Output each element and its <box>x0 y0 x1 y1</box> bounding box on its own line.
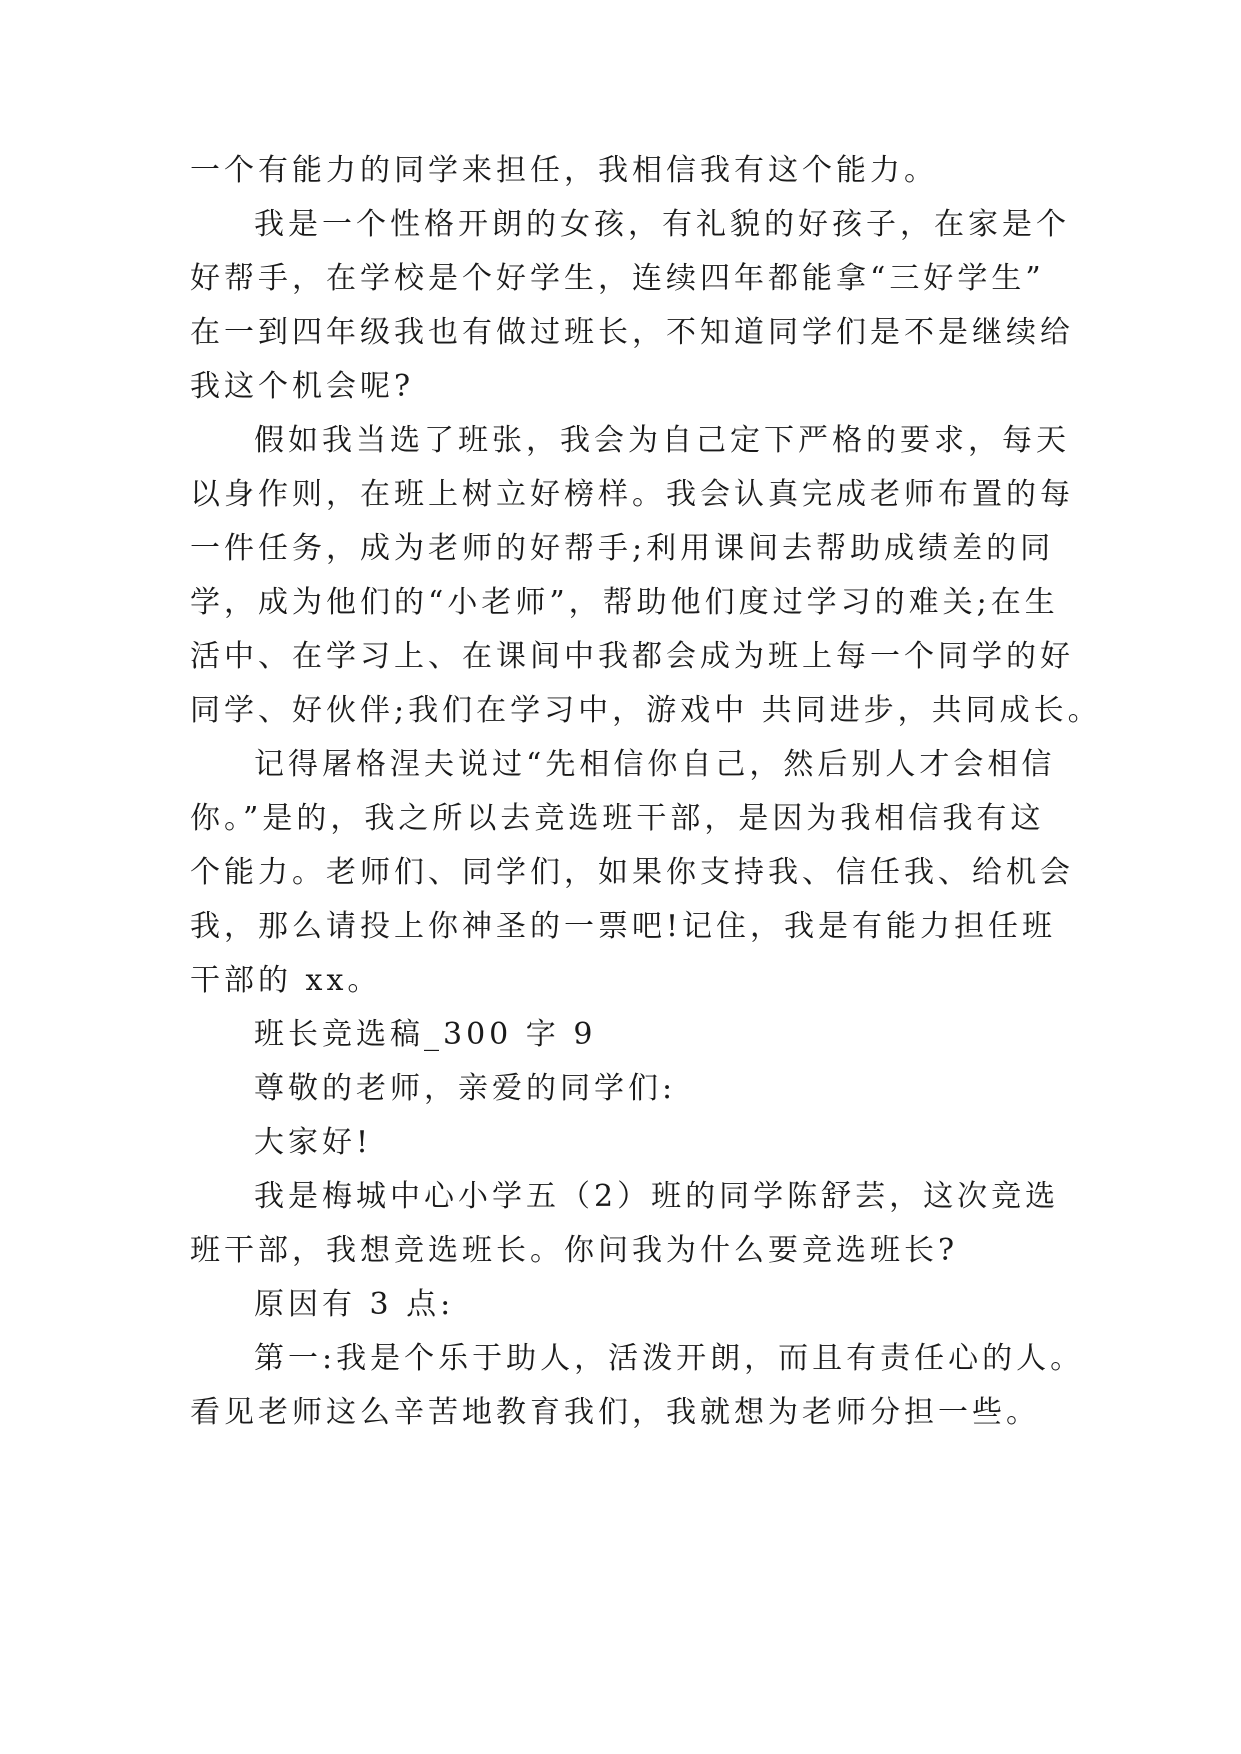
paragraph-start: 我是一个性格开朗的女孩，有礼貌的好孩子，在家是个 <box>254 207 1070 242</box>
paragraph-start: 记得屠格涅夫说过“先相信你自己，然后别人才会相信 <box>254 747 1056 782</box>
text-line: 一个有能力的同学来担任，我相信我有这个能力。 <box>190 153 938 188</box>
text-line: 个能力。老师们、同学们，如果你支持我、信任我、给机会 <box>190 855 1074 890</box>
section-title: 班长竞选稿_300 字 9 <box>254 1017 597 1052</box>
text-line: 干部的 xx。 <box>190 963 382 998</box>
text-line: 我，那么请投上你神圣的一票吧!记住，我是有能力担任班 <box>190 909 1057 944</box>
greeting: 大家好! <box>254 1125 373 1160</box>
text-line: 以身作则，在班上树立好榜样。我会认真完成老师布置的每 <box>190 477 1074 512</box>
text-line: 活中、在学习上、在课间中我都会成为班上每一个同学的好 <box>190 639 1074 674</box>
text-line: 一件任务，成为老师的好帮手;利用课间去帮助成绩差的同 <box>190 531 1055 566</box>
text-line: 同学、好伙伴;我们在学习中，游戏中 共同进步，共同成长。 <box>190 693 1102 728</box>
paragraph-start: 原因有 3 点: <box>254 1287 455 1322</box>
paragraph-start: 我是梅城中心小学五（2）班的同学陈舒芸，这次竞选 <box>254 1179 1060 1214</box>
paragraph-start: 第一:我是个乐于助人，活泼开朗，而且有责任心的人。 <box>254 1341 1085 1376</box>
paragraph-start: 假如我当选了班张，我会为自己定下严格的要求，每天 <box>254 423 1070 458</box>
salutation: 尊敬的老师，亲爱的同学们: <box>254 1071 677 1106</box>
text-line: 好帮手，在学校是个好学生，连续四年都能拿“三好学生” <box>190 261 1045 296</box>
text-line: 看见老师这么辛苦地教育我们，我就想为老师分担一些。 <box>190 1395 1040 1430</box>
text-line: 你。”是的，我之所以去竞选班干部，是因为我相信我有这 <box>190 801 1045 836</box>
text-line: 在一到四年级我也有做过班长，不知道同学们是不是继续给 <box>190 315 1074 350</box>
text-line: 我这个机会呢? <box>190 369 415 404</box>
text-line: 学，成为他们的“小老师”，帮助他们度过学习的难关;在生 <box>190 585 1059 620</box>
text-line: 班干部，我想竞选班长。你问我为什么要竞选班长? <box>190 1233 959 1268</box>
